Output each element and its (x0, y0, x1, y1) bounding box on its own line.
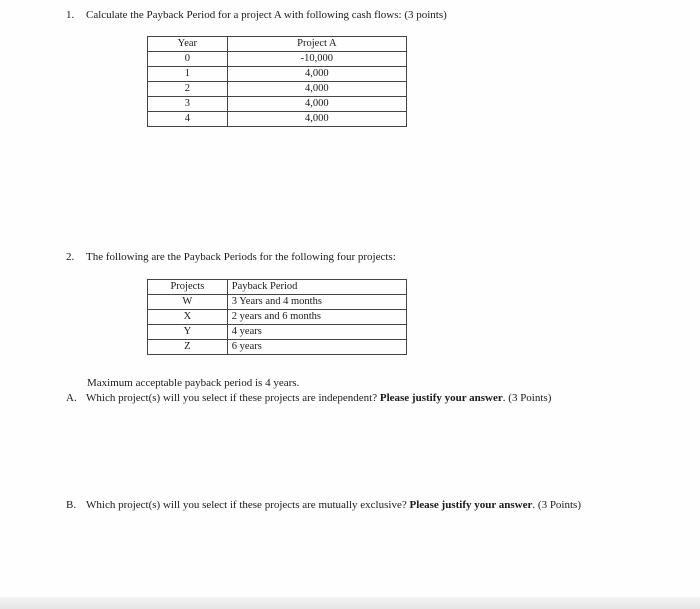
part-b-label: B. (66, 499, 77, 511)
page-bottom-edge (0, 597, 700, 609)
table-row (148, 340, 407, 355)
payback-table (147, 279, 407, 355)
part-b-bold: Please justify your answer (409, 499, 533, 511)
project-cell: Y (148, 325, 228, 340)
table-row (148, 67, 407, 82)
payback-cell: 6 years (227, 340, 406, 355)
year-cell: 0 (148, 52, 228, 67)
part-a-bold: Please justify your answer (379, 392, 503, 404)
header-year: Year (148, 37, 228, 52)
table-header-row (148, 280, 407, 295)
project-cell: X (148, 310, 228, 325)
header-payback-period: Payback Period (227, 280, 406, 295)
table-row (148, 52, 407, 67)
year-cell: 1 (148, 67, 228, 82)
payback-cell: 3 Years and 4 months (227, 295, 406, 310)
part-b-tail: . (3 Points) (532, 499, 581, 511)
question-2-text: The following are the Payback Periods for the following four projects: (86, 251, 396, 263)
cash-flow-cell: 4,000 (227, 112, 406, 127)
question-1 (66, 9, 447, 21)
part-a-label: A. (66, 392, 77, 404)
part-b (66, 499, 581, 511)
question-1-text: Calculate the Payback Period for a project A with following cash flows: (3 points) (86, 9, 447, 21)
year-cell: 2 (148, 82, 228, 97)
cash-flow-cell: -10,000 (227, 52, 406, 67)
question-1-number: 1. (66, 9, 75, 21)
table-row (148, 112, 407, 127)
part-a-text: Which project(s) will you select if these projects are independent? (86, 392, 378, 404)
header-projects: Projects (148, 280, 228, 295)
cash-flow-cell: 4,000 (227, 97, 406, 112)
table-row (148, 82, 407, 97)
header-project-a: Project A (227, 37, 406, 52)
cash-flow-table (147, 36, 407, 127)
question-2 (66, 251, 396, 263)
part-a-tail: . (3 Points) (502, 392, 552, 404)
table-row (148, 295, 407, 310)
year-cell: 3 (148, 97, 228, 112)
table-row (148, 310, 407, 325)
cash-flow-cell: 4,000 (227, 82, 406, 97)
project-cell: W (148, 295, 228, 310)
project-cell: Z (148, 340, 228, 355)
part-a (66, 392, 551, 404)
question-2-number: 2. (66, 251, 75, 263)
year-cell: 4 (148, 112, 228, 127)
cash-flow-cell: 4,000 (227, 67, 406, 82)
table-row (148, 97, 407, 112)
payback-cell: 4 years (227, 325, 406, 340)
max-payback-note: Maximum acceptable payback period is 4 years. (87, 377, 300, 389)
payback-cell: 2 years and 6 months (227, 310, 406, 325)
table-header-row (148, 37, 407, 52)
table-row (148, 325, 407, 340)
part-b-text: Which project(s) will you select if these projects are mutually exclusive? (86, 499, 407, 511)
